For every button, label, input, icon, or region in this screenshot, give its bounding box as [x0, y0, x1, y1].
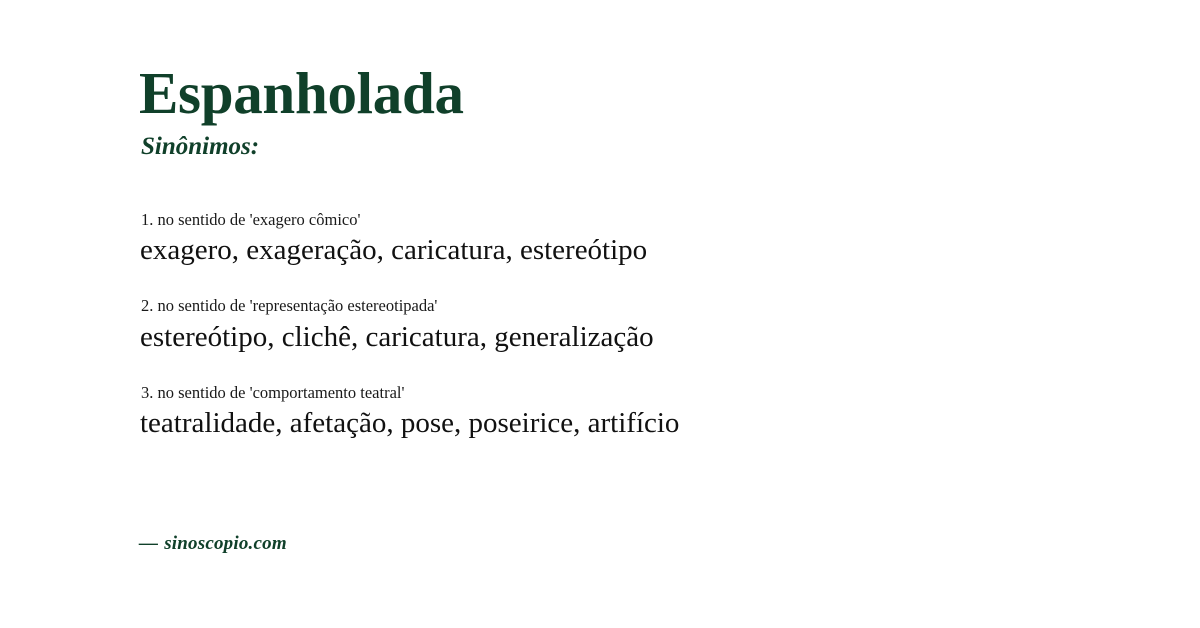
list-item: [139, 382, 1100, 443]
sense-synonyms: estereótipo, clichê, caricatura, generalização: [140, 320, 654, 353]
source-name: sinoscopio.com: [164, 533, 287, 554]
section-subtitle: Sinônimos:: [141, 132, 260, 160]
sense-label: 2. no sentido de 'representação estereotipada': [141, 296, 438, 316]
page-title: Espanholada: [139, 60, 464, 126]
sense-synonyms: exagero, exageração, caricatura, estereótipo: [140, 234, 648, 267]
list-item: [139, 209, 1100, 270]
sense-label: 3. no sentido de 'comportamento teatral': [141, 382, 405, 402]
synonym-sense-list: [139, 209, 1100, 443]
sense-synonyms: teatralidade, afetação, pose, poseirice, artifício: [140, 407, 680, 440]
sense-label: 1. no sentido de 'exagero cômico': [141, 209, 361, 229]
list-item: [139, 295, 1100, 356]
em-dash: —: [139, 533, 159, 554]
source-attribution: [139, 533, 287, 555]
